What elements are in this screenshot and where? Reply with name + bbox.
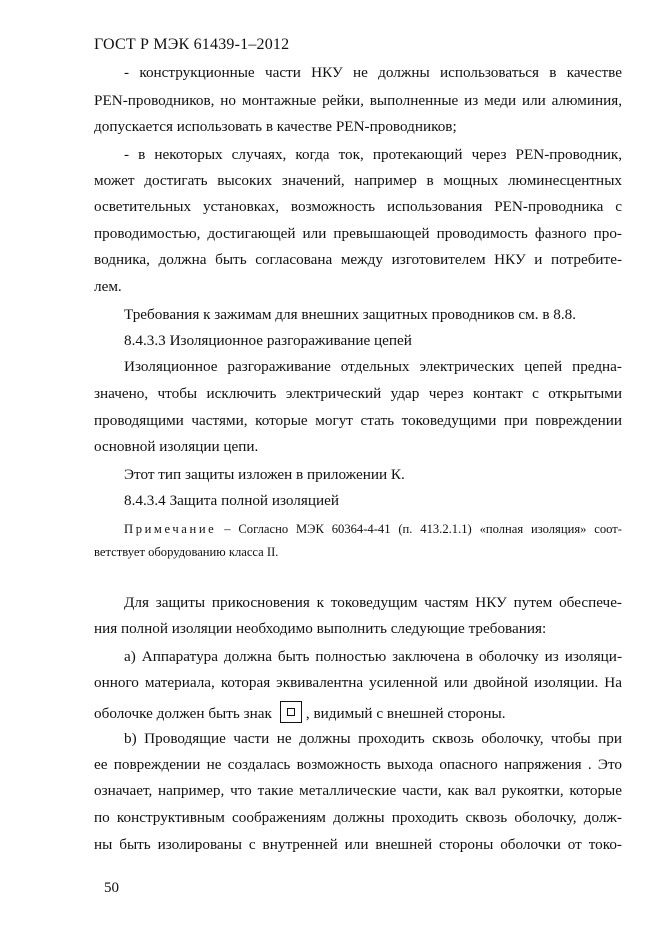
section-heading: 8.4.3.4 Защита полной изоляцией — [124, 492, 339, 509]
text-line: онного материала, которая эквивалентна усиленной или двойной изоляции. На — [94, 674, 622, 691]
text-segment: оболочке должен быть знак — [94, 705, 272, 722]
text-line: осветительных установках, возможность использования PEN-проводника с — [94, 198, 622, 215]
text-line: водника, должна быть согласована между изготовителем НКУ и потребите- — [94, 251, 622, 268]
text-line: ее повреждении не создалась возможность выхода опасного напряжения . Это — [94, 756, 622, 773]
text-line: проводящими частями, которые могут стать токоведущими при повреждении — [94, 412, 622, 429]
document-header: ГОСТ Р МЭК 61439-1–2012 — [94, 36, 290, 53]
note-text: – Согласно МЭК 60364-4-41 (п. 413.2.1.1) «полная изоляция» соот- — [224, 522, 622, 536]
text-line: лем. — [94, 278, 122, 295]
note-line: ветствует оборудованию класса II. — [94, 545, 279, 559]
text-line: может достигать высоких значений, например в мощных люминесцентных — [94, 172, 622, 189]
text-line: допускается использовать в качестве PEN-проводников; — [94, 118, 457, 135]
text-line: Изоляционное разгораживание отдельных электрических цепей предна- — [124, 358, 622, 375]
text-line-with-symbol — [94, 701, 622, 724]
text-line: - конструкционные части НКУ не должны использоваться в качестве — [124, 64, 622, 81]
text-line: по конструктивным соображениям должны проходить сквозь оболочку, долж- — [94, 809, 622, 826]
text-line: основной изоляции цепи. — [94, 438, 259, 455]
text-line: b) Проводящие части не должны проходить сквозь оболочку, чтобы при — [124, 730, 622, 747]
text-line: a) Аппаратура должна быть полностью заключена в оболочку из изоляци- — [124, 648, 622, 665]
note-line — [124, 519, 622, 539]
note-label: Примечание — [124, 522, 217, 536]
text-line: проводимостью, достигающей или превышающей проводимость фазного про- — [94, 225, 622, 242]
section-heading: 8.4.3.3 Изоляционное разгораживание цепей — [124, 332, 412, 349]
text-line: - в некоторых случаях, когда ток, протекающий через PEN-проводник, — [124, 146, 622, 163]
page-number: 50 — [104, 880, 119, 896]
text-segment: , видимый с внешней стороны. — [305, 705, 506, 722]
text-line: означает, например, что такие металлические части, как вал рукоятки, которые — [94, 782, 622, 799]
text-line: ния полной изоляции необходимо выполнить следующие требования: — [94, 620, 547, 637]
text-line: ны быть изолированы с внутренней или внешней стороны оболочки от токо- — [94, 836, 622, 853]
text-line: значено, чтобы исключить электрический удар через контакт с открытыми — [94, 385, 622, 402]
text-line: Требования к зажимам для внешних защитных проводников см. в 8.8. — [124, 306, 577, 323]
class-ii-symbol-icon — [280, 701, 302, 723]
text-line: Для защиты прикосновения к токоведущим частям НКУ путем обеспече- — [124, 594, 622, 611]
text-line: Этот тип защиты изложен в приложении К. — [124, 466, 405, 483]
text-line: PEN-проводников, но монтажные рейки, выполненные из меди или алюминия, — [94, 92, 622, 109]
